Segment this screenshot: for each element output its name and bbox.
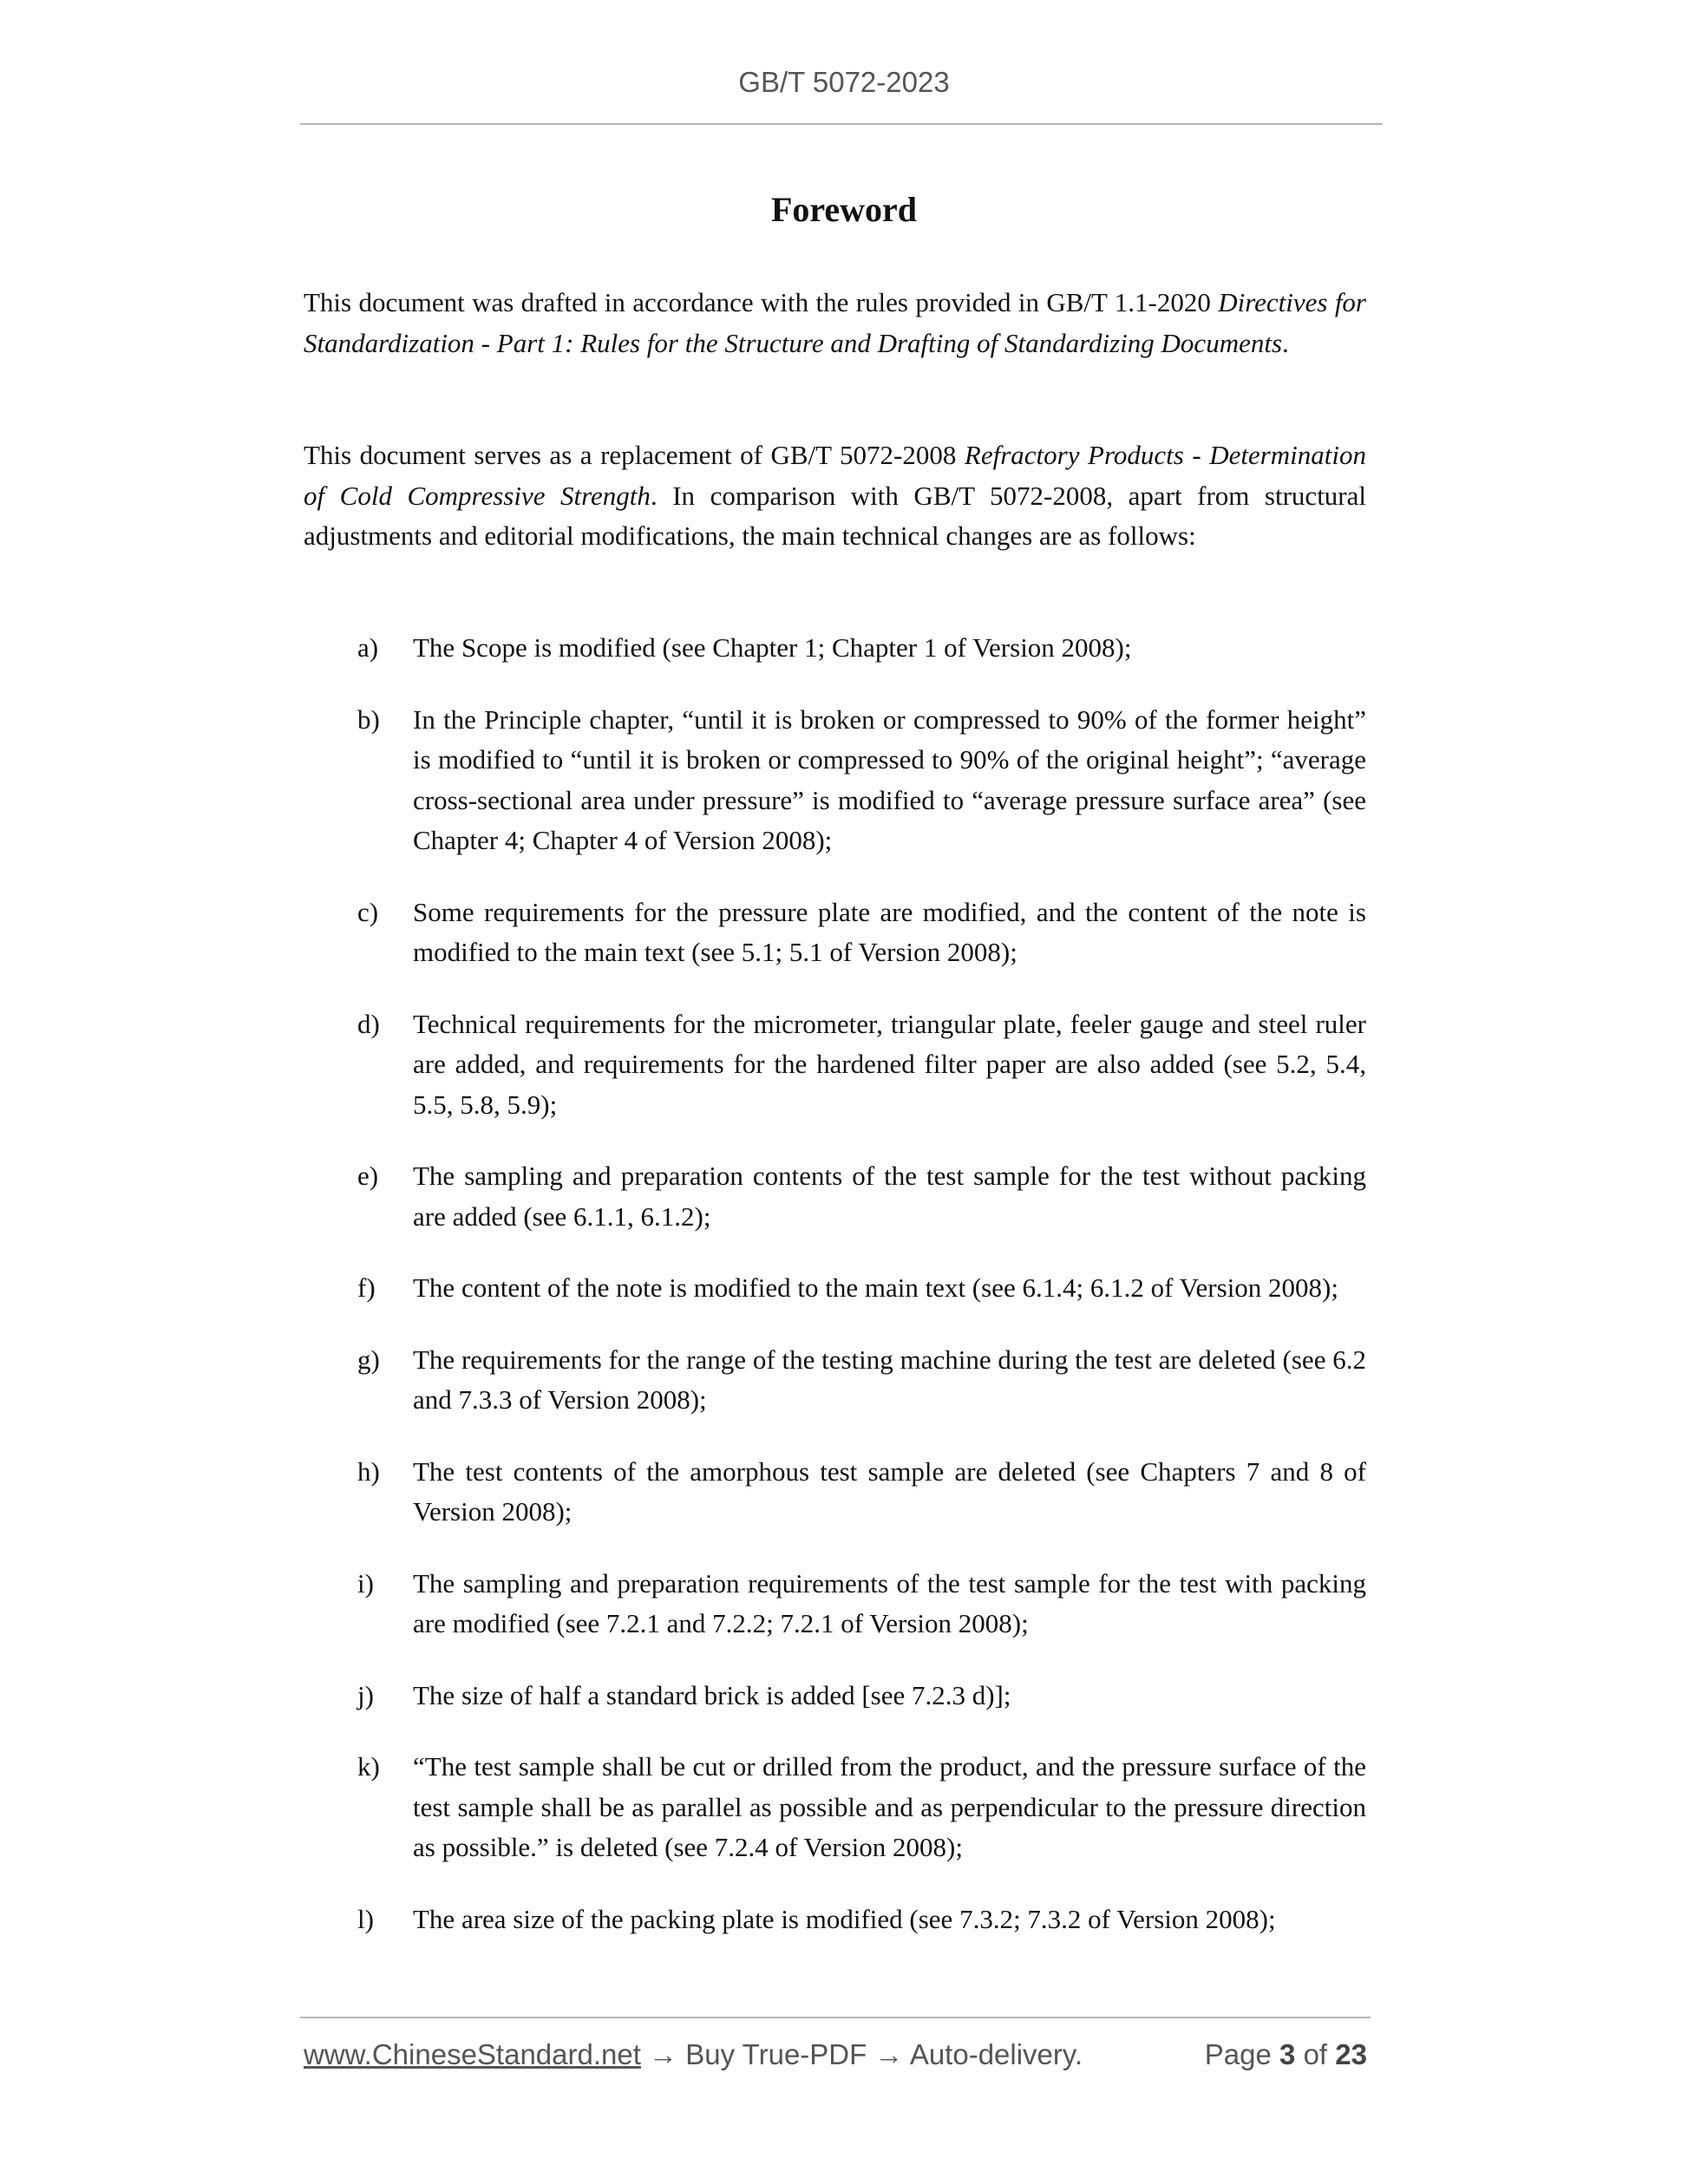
list-item	[304, 1676, 1366, 1716]
list-item	[304, 1452, 1366, 1533]
list-item-text: Technical requirements for the micrometer, triangular plate, feeler gauge and steel ruler are added, and requirements for the hardened filter paper are also added (see 5.2, 5.4, 5.5, 5.8, 5.9);	[413, 1008, 1366, 1120]
list-item-text: The area size of the packing plate is modified (see 7.3.2; 7.3.2 of Version 2008);	[413, 1903, 1276, 1934]
page-indicator	[1205, 2038, 1367, 2071]
footer-divider	[300, 2017, 1371, 2018]
total-page-number: 23	[1335, 2038, 1367, 2070]
list-marker: l)	[357, 1903, 374, 1934]
list-item	[304, 1340, 1366, 1421]
list-item-text: Some requirements for the pressure plate are modified, and the content of the note is modified to the main text (see 5.1; 5.1 of Version 2008);	[413, 896, 1366, 967]
list-marker: j)	[357, 1679, 374, 1710]
technical-changes-list	[304, 628, 1366, 1971]
header-divider	[300, 123, 1383, 125]
footer-tagline: → Buy True-PDF → Auto-delivery.	[640, 2038, 1083, 2070]
replacement-paragraph	[304, 435, 1366, 557]
list-item-text: The size of half a standard brick is added [see 7.2.3 d)];	[413, 1679, 1011, 1710]
list-item	[304, 700, 1366, 861]
list-marker: a)	[357, 632, 379, 663]
list-item	[304, 628, 1366, 669]
list-item-text: “The test sample shall be cut or drilled from the product, and the pressure surface of the test sample shall be as parallel as possible and as perpendicular to the pressure direction as possible.” is deleted (see 7.2.4 of Version 2008);	[413, 1751, 1366, 1862]
replacement-text: This document serves as a replacement of GB/T 5072-2008	[304, 440, 965, 470]
replaced-standard-title: Refractory Products - Determination of Cold Compressive Strength	[304, 440, 1367, 511]
list-item	[304, 1004, 1366, 1126]
list-marker: k)	[357, 1751, 380, 1782]
list-item	[304, 1156, 1366, 1237]
list-marker: b)	[357, 703, 380, 735]
list-marker: g)	[357, 1344, 380, 1375]
list-item-text: The content of the note is modified to the main text (see 6.1.4; 6.1.2 of Version 2008);	[413, 1272, 1338, 1303]
list-item	[304, 893, 1366, 973]
list-item-text: The test contents of the amorphous test sample are deleted (see Chapters 7 and 8 of Version 2008);	[413, 1455, 1366, 1527]
page-label: Page	[1204, 2038, 1272, 2070]
list-marker: f)	[357, 1272, 376, 1303]
list-item	[304, 1900, 1366, 1940]
header-doc-id: GB/T 5072-2023	[738, 66, 950, 98]
current-page-number: 3	[1279, 2038, 1296, 2070]
page-of-label: of	[1303, 2038, 1328, 2070]
list-marker: h)	[357, 1455, 380, 1487]
website-link[interactable]: www.ChineseStandard.net	[304, 2038, 641, 2070]
list-item-text: The Scope is modified (see Chapter 1; Chapter 1 of Version 2008);	[413, 632, 1132, 663]
list-marker: e)	[357, 1161, 379, 1191]
replacement-text-end: . In comparison with GB/T 5072-2008, apart from structural adjustments and editorial modifications, the main technical changes are as follows:	[304, 480, 1367, 551]
list-item	[304, 1564, 1366, 1645]
page-title: Foreword	[770, 190, 918, 229]
list-item	[304, 1747, 1366, 1868]
list-item-text: In the Principle chapter, “until it is broken or compressed to 90% of the former height” is modified to “until it is broken or compressed to 90% of the original height”; “average cross-sectional area under pressure” is modified to “average pressure surface area” (see Chapter 4; Chapter 4 of Version 2008);	[413, 703, 1366, 855]
list-marker: i)	[357, 1567, 374, 1599]
footer-promo	[304, 2038, 1083, 2071]
intro-text-end: .	[1282, 327, 1289, 358]
list-marker: d)	[357, 1008, 380, 1039]
list-item-text: The sampling and preparation contents of the test sample for the test without packing are added (see 6.1.1, 6.1.2);	[413, 1161, 1366, 1232]
list-marker: c)	[357, 896, 379, 927]
intro-standard-title: Directives for Standardization - Part 1: Rules for the Structure and Drafting of Standardizing Documents	[304, 287, 1366, 358]
intro-text: This document was drafted in accordance with the rules provided in GB/T 1.1-2020	[304, 287, 1219, 317]
list-item-text: The requirements for the range of the testing machine during the test are deleted (see 6.2 and 7.3.3 of Version 2008);	[413, 1344, 1366, 1415]
list-item	[304, 1268, 1366, 1309]
list-item-text: The sampling and preparation requirements of the test sample for the test with packing are modified (see 7.2.1 and 7.2.2; 7.2.1 of Version 2008);	[413, 1567, 1366, 1638]
intro-paragraph	[304, 283, 1366, 363]
